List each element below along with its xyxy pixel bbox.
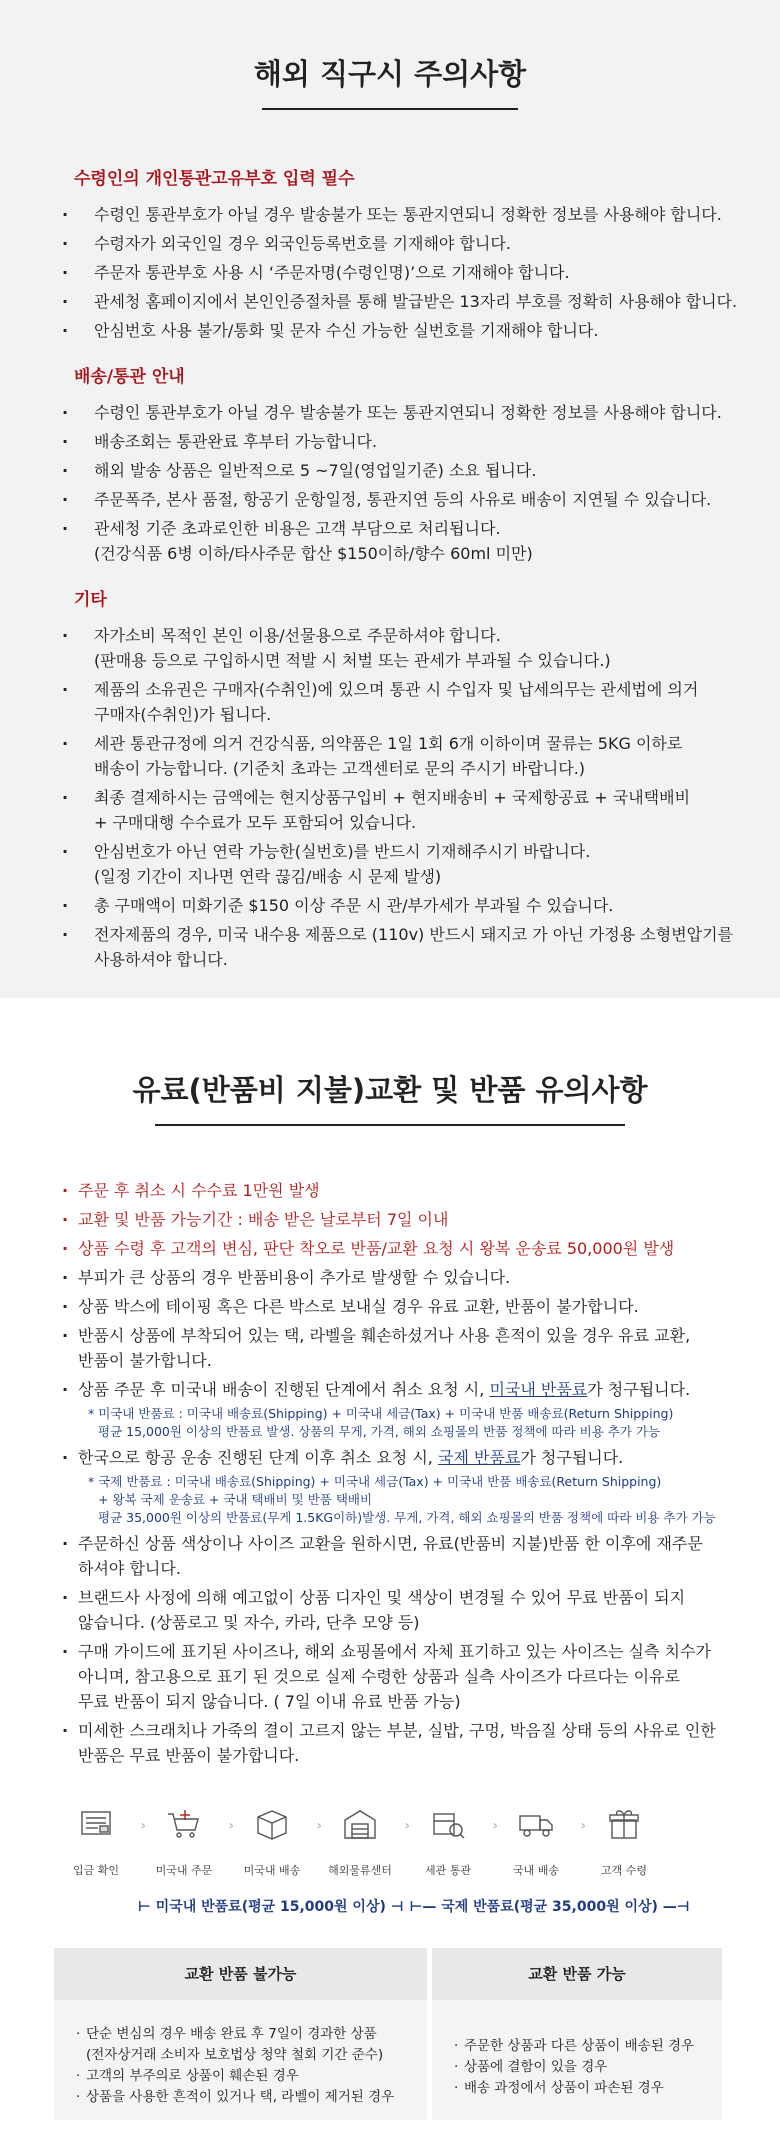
list-item: · 수령인 통관부호가 아닐 경우 발송불가 또는 통관지연되니 정확한 정보를 사용해야 합니다. xyxy=(74,202,780,227)
return-notice-list xyxy=(0,1126,780,1768)
returnable-column xyxy=(432,1948,722,2120)
cart-icon xyxy=(164,1804,204,1844)
list-item: · 상품 박스에 테이핑 혹은 다른 박스로 보내실 경우 유료 교환, 반품이 불가합니다. xyxy=(74,1294,740,1319)
list-item: · 관세청 홈페이지에서 본인인증절차를 통해 발급받은 13자리 부호를 정확히 사용해야 합니다. xyxy=(74,289,780,314)
us-fee-range: ⊢ 미국내 반품료(평균 15,000원 이상) ⊣ xyxy=(138,1899,404,1915)
step-payment: 입금 확인 › xyxy=(52,1804,140,1878)
list-item: · 세관 통관규정에 의거 건강식품, 의약품은 1일 1회 6개 이하이며 꿀류는 5KG 이하로 배송이 가능합니다. (기준치 초과는 고객센터로 문의 주시기 바랍니다.) xyxy=(74,731,780,781)
list-item: · 제품의 소유권은 구매자(수취인)에 있으며 통관 시 수입자 및 납세의무는 관세법에 의거 구매자(수취인)가 됩니다. xyxy=(74,677,780,727)
list-item: · 수령자가 외국인일 경우 외국인등록번호를 기재해야 합니다. xyxy=(74,231,780,256)
list-item: · 주문자 통관부호 사용 시 ‘주문자명(수령인명)’으로 기재해야 합니다. xyxy=(74,260,780,285)
list-item: · 자가소비 목적인 본인 이용/선물용으로 주문하셔야 합니다. (판매용 등으로 구입하시면 적발 시 처벌 또는 관세가 부과될 수 있습니다.) xyxy=(74,623,780,673)
list-item-intl-fee: · 한국으로 항공 운송 진행된 단계 이후 취소 요청 시, 국제 반품료가 청구됩니다. * 국제 반품료 : 미국내 배송료(Shipping) + 미국내 세금(Tax) + 미국내 반품 배송료(Return Shipping) + 왕복 국제 운송료 + 국내 택배비 및 반품 택배비 평균 35,000원 이상의 반품료(무게 1.5KG이하)발생. 무게, 가격, 해외 쇼핑몰의 반품 정책에 따라 비용 추가 가능 xyxy=(74,1445,740,1527)
customs-icon xyxy=(428,1804,468,1844)
list-item: · 해외 발송 상품은 일반적으로 5 ~7일(영업일기준) 소요 됩니다. xyxy=(74,458,780,483)
step-customs: 세관 통관 › xyxy=(404,1804,492,1878)
list-item: · 부피가 큰 상품의 경우 반품비용이 추가로 발생할 수 있습니다. xyxy=(74,1265,740,1290)
list-item: · 미세한 스크래치나 가죽의 결이 고르지 않는 부분, 실밥, 구멍, 박음질 상태 등의 사유로 인한 반품은 무료 반품이 불가합니다. xyxy=(74,1718,740,1768)
list-item: · 주문폭주, 본사 품절, 항공기 운항일정, 통관지연 등의 사유로 배송이 지연될 수 있습니다. xyxy=(74,487,780,512)
box-icon xyxy=(252,1804,292,1844)
list-item: · 관세청 기준 초과로인한 비용은 고객 부담으로 처리됩니다. (건강식품 6병 이하/타사주문 합산 $150이하/향수 60ml 미만) xyxy=(74,516,780,566)
returnable-head: 교환 반품 가능 xyxy=(432,1948,722,2000)
list-item: · 주문하신 상품 색상이나 사이즈 교환을 원하시면, 유료(반품비 지불)반품 한 이후에 재주문 하셔야 합니다. xyxy=(74,1531,740,1581)
list-item: · 고객의 부주의로 상품이 훼손된 경우 xyxy=(80,2066,427,2087)
notice-blocks xyxy=(0,110,780,972)
intl-fee-link[interactable]: 국제 반품료 xyxy=(437,1448,521,1467)
list-item: · 수령인 통관부호가 아닐 경우 발송불가 또는 통관지연되니 정확한 정보를 사용해야 합니다. xyxy=(74,400,780,425)
list-item: · 주문한 상품과 다른 상품이 배송된 경우 xyxy=(458,2036,722,2057)
list-item: · 구매 가이드에 표기된 사이즈나, 해외 쇼핑몰에서 자체 표기하고 있는 사이즈는 실측 치수가 아니며, 참고용으로 표기 된 것으로 실제 수령한 상품과 실측 사이즈가 다르다는 이유로 무료 반품이 되지 않습니다. ( 7일 이내 유료 반품 가능) xyxy=(74,1639,740,1714)
customs-notice-section xyxy=(0,0,780,998)
intl-fee-note: * 국제 반품료 : 미국내 배송료(Shipping) + 미국내 세금(Tax) + 미국내 반품 배송료(Return Shipping) + 왕복 국제 운송료 + 국내 택배비 및 반품 택배비 평균 35,000원 이상의 반품료(무게 1.5KG이하)발생. 무게, 가격, 해외 쇼핑몰의 반품 정책에 따라 비용 추가 가능 xyxy=(88,1474,716,1525)
warehouse-icon xyxy=(340,1804,380,1844)
list-item: · 총 구매액이 미화기준 $150 이상 주문 시 관/부가세가 부과될 수 있습니다. xyxy=(74,893,780,918)
list-item: · 안심번호가 아닌 연락 가능한(실번호)를 반드시 기재해주시기 바랍니다. (일정 기간이 지나면 연락 끊김/배송 시 문제 발생) xyxy=(74,839,780,889)
block-heading: 배송/통관 안내 xyxy=(74,367,185,387)
notice-block xyxy=(74,362,780,566)
return-fee-range xyxy=(0,1878,780,1916)
list-item: · 안심번호 사용 불가/통화 및 문자 수신 가능한 실번호를 기재해야 합니다. xyxy=(74,318,780,343)
list-item: · 배송조회는 통관완료 후부터 가능합니다. xyxy=(74,429,780,454)
list-item: · 최종 결제하시는 금액에는 현지상품구입비 + 현지배송비 + 국제항공료 + 국내택배비 + 구매대행 수수료가 모두 포함되어 있습니다. xyxy=(74,785,780,835)
list-item: · 전자제품의 경우, 미국 내수용 제품으로 (110v) 반드시 돼지코 가 아닌 가정용 소형변압기를 사용하셔야 합니다. xyxy=(74,922,780,972)
section1-title: 해외 직구시 주의사항 xyxy=(253,57,527,91)
step-us-order: 미국내 주문 › xyxy=(140,1804,228,1878)
list-item: · 상품을 사용한 흔적이 있거나 택, 라벨이 제거된 경우 xyxy=(80,2087,427,2108)
gift-icon xyxy=(604,1804,644,1844)
us-fee-note: * 미국내 반품료 : 미국내 배송료(Shipping) + 미국내 세금(Tax) + 미국내 반품 배송료(Return Shipping) 평균 15,000원 이상의 반품료 발생. 상품의 무게, 가격, 해외 쇼핑몰의 반품 정책에 따라 비용 추가 가능 xyxy=(88,1406,674,1439)
return-process-steps xyxy=(0,1772,780,1878)
list-item: · 주문 후 취소 시 수수료 1만원 발생 xyxy=(74,1178,740,1203)
notice-block xyxy=(74,585,780,972)
section2-title: 유료(반품비 지불)교환 및 반품 유의사항 xyxy=(132,1073,648,1107)
payment-form-icon xyxy=(76,1804,116,1844)
list-item: · 상품에 결함이 있을 경우 xyxy=(458,2057,722,2078)
step-receive: 고객 수령 xyxy=(580,1804,668,1878)
list-item: · 브랜드사 사정에 의해 예고없이 상품 디자인 및 색상이 변경될 수 있어 무료 반품이 되지 않습니다. (상품로고 및 자수, 카라, 단추 모양 등) xyxy=(74,1585,740,1635)
step-domestic: 국내 배송 › xyxy=(492,1804,580,1878)
intl-fee-range: ⊢— 국제 반품료(평균 35,000원 이상) —⊣ xyxy=(409,1899,690,1915)
block-heading: 수령인의 개인통관고유부호 입력 필수 xyxy=(74,169,355,189)
not-returnable-head: 교환 반품 불가능 xyxy=(54,1948,427,2000)
list-item: · 상품 수령 후 고객의 변심, 판단 착오로 반품/교환 요청 시 왕복 운송료 50,000원 발생 xyxy=(74,1236,740,1261)
us-fee-link[interactable]: 미국내 반품료 xyxy=(489,1380,588,1399)
list-item-us-fee: · 상품 주문 후 미국내 배송이 진행된 단계에서 취소 요청 시, 미국내 반품료가 청구됩니다. * 미국내 반품료 : 미국내 배송료(Shipping) + 미국내 세금(Tax) + 미국내 반품 배송료(Return Shipping) 평균 15,000원 이상의 반품료 발생. 상품의 무게, 가격, 해외 쇼핑몰의 반품 정책에 따라 비용 추가 가능 xyxy=(74,1377,740,1441)
return-notice-section xyxy=(0,998,780,2140)
list-item: · 단순 변심의 경우 배송 완료 후 7일이 경과한 상품 (전자상거래 소비자 보호법상 청약 철회 기간 준수) xyxy=(80,2024,427,2066)
list-item: · 교환 및 반품 가능기간 : 배송 받은 날로부터 7일 이내 xyxy=(74,1207,740,1232)
block-heading: 기타 xyxy=(74,590,107,610)
return-eligibility-table xyxy=(54,1948,722,2120)
step-us-shipping: 미국내 배송 › xyxy=(228,1804,316,1878)
truck-icon xyxy=(516,1804,556,1844)
list-item: · 반품시 상품에 부착되어 있는 택, 라벨을 훼손하셨거나 사용 흔적이 있을 경우 유료 교환, 반품이 불가합니다. xyxy=(74,1323,740,1373)
step-warehouse: 해외물류센터 › xyxy=(316,1804,404,1878)
not-returnable-column xyxy=(54,1948,427,2120)
notice-block xyxy=(74,164,780,343)
list-item: · 배송 과정에서 상품이 파손된 경우 xyxy=(458,2078,722,2099)
